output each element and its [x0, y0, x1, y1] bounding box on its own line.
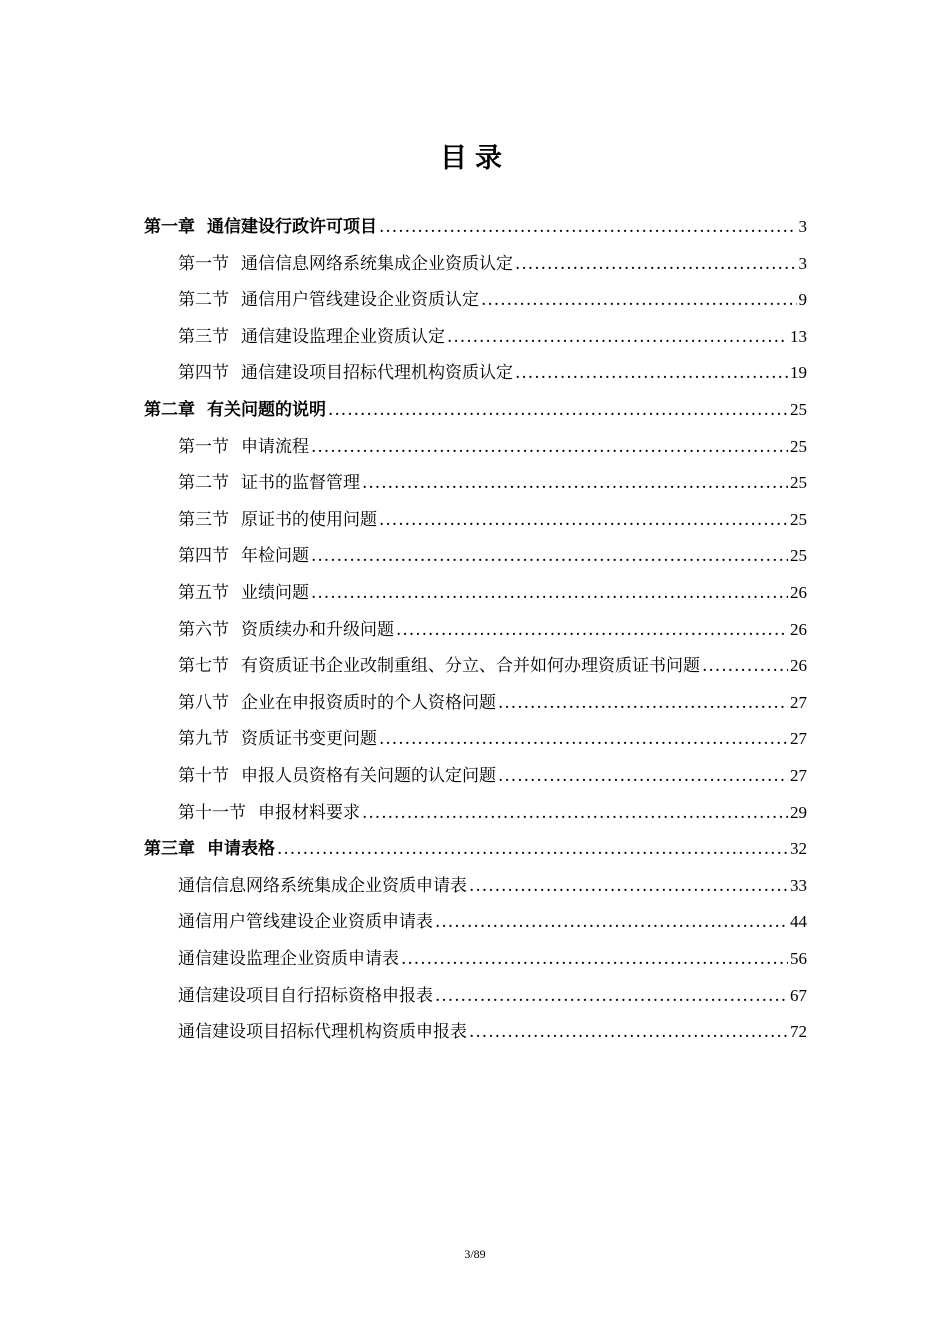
toc-entry-text: 通信建设行政许可项目 [207, 217, 377, 237]
dot-leader [401, 948, 788, 970]
toc-entry-label: 第二节 [178, 473, 229, 494]
toc-entry-text: 申报材料要求 [258, 802, 360, 823]
toc-entry-section[interactable] [178, 605, 807, 641]
dot-leader [379, 728, 788, 750]
toc-entry-text: 通信建设监理企业资质申请表 [178, 949, 399, 969]
toc-entry-label: 第四节 [178, 363, 229, 384]
toc-entry-label: 第二章 [144, 400, 195, 420]
toc-entry-section[interactable] [178, 275, 807, 311]
toc-entry-page: 27 [790, 729, 807, 749]
toc-entry-text: 年检问题 [241, 546, 309, 567]
toc-entry-label: 第四节 [178, 546, 229, 567]
toc-entry-form[interactable] [178, 897, 807, 933]
toc-entry-page: 25 [790, 400, 807, 419]
toc-entry-page: 27 [790, 766, 807, 785]
dot-leader [481, 289, 797, 311]
dot-leader [447, 326, 788, 348]
dot-leader [498, 692, 788, 714]
toc-entry-text: 证书的监督管理 [241, 473, 360, 494]
toc-entry-text: 企业在申报资质时的个人资格问题 [241, 692, 496, 713]
dot-leader [435, 985, 788, 1007]
toc-entry-label: 第十一节 [178, 802, 246, 823]
toc-entry-text: 通信信息网络系统集成企业资质认定 [241, 253, 513, 274]
toc-entry-page: 33 [790, 875, 807, 895]
toc-entry-text: 原证书的使用问题 [241, 509, 377, 530]
toc-entry-section[interactable] [178, 458, 807, 494]
toc-entry-text: 申请流程 [241, 436, 309, 457]
toc-entry-label: 第一章 [144, 217, 195, 237]
toc-entry-label: 第七节 [178, 656, 229, 677]
toc-entry-section[interactable] [178, 531, 807, 567]
toc-entry-section[interactable] [178, 422, 807, 458]
dot-leader [277, 838, 788, 860]
toc-entry-label: 第三节 [178, 509, 229, 530]
toc-entry-label: 第十节 [178, 766, 229, 786]
toc-entry-form[interactable] [178, 861, 807, 897]
toc-entry-text: 通信信息网络系统集成企业资质申请表 [178, 875, 467, 896]
toc-entry-label: 第九节 [178, 729, 229, 750]
toc-entry-text: 通信建设项目招标代理机构资质认定 [241, 363, 513, 384]
toc-entry-section[interactable] [178, 495, 807, 531]
toc-entry-section[interactable] [178, 751, 807, 787]
toc-entry-text: 通信用户管线建设企业资质认定 [241, 290, 479, 311]
toc-entry-section[interactable] [178, 348, 807, 384]
toc-entry-section[interactable] [178, 568, 807, 604]
toc-entry-page: 25 [790, 436, 807, 456]
toc-entry-section[interactable] [178, 678, 807, 714]
toc-entry-page: 26 [790, 619, 807, 639]
toc-entry-label: 第三章 [144, 839, 195, 860]
toc-title: 目录 [440, 143, 510, 174]
toc-entry-page: 44 [790, 912, 807, 932]
toc-entry-chapter-1[interactable] [144, 202, 807, 238]
toc-entry-text: 资质续办和升级问题 [241, 619, 394, 640]
toc-entry-label: 第二节 [178, 290, 229, 311]
toc-entry-label: 第三节 [178, 326, 229, 347]
toc-entry-chapter-2[interactable] [144, 385, 807, 421]
toc-entry-text: 申报人员资格有关问题的认定问题 [241, 766, 496, 786]
toc-entry-label: 第一节 [178, 253, 229, 274]
toc-entry-form[interactable] [178, 934, 807, 970]
toc-entry-page: 56 [790, 949, 807, 968]
toc-entry-label: 第六节 [178, 619, 229, 640]
dot-leader [311, 436, 788, 458]
toc-entry-page: 13 [790, 326, 807, 346]
toc-entry-page: 19 [790, 363, 807, 383]
dot-leader [379, 509, 788, 531]
toc-entry-page: 67 [790, 985, 807, 1005]
toc-entry-label: 第八节 [178, 692, 229, 713]
toc-entry-text: 有关问题的说明 [207, 400, 326, 420]
dot-leader [379, 216, 797, 238]
dot-leader [515, 253, 797, 275]
toc-entry-section[interactable] [178, 312, 807, 348]
dot-leader [469, 875, 788, 897]
dot-leader [515, 362, 788, 384]
toc-entry-page: 9 [798, 290, 807, 310]
dot-leader [362, 472, 788, 494]
toc-entry-text: 通信用户管线建设企业资质申请表 [178, 912, 433, 933]
toc-entry-label: 第五节 [178, 583, 229, 603]
dot-leader [469, 1021, 788, 1043]
toc-entry-page: 72 [790, 1022, 807, 1042]
toc-entry-page: 27 [790, 692, 807, 712]
dot-leader [498, 765, 788, 787]
toc-entry-form[interactable] [178, 1007, 807, 1043]
toc-entry-form[interactable] [178, 971, 807, 1007]
toc-entry-chapter-3[interactable] [144, 824, 807, 860]
toc-entry-page: 26 [790, 656, 807, 676]
toc-entry-page: 32 [790, 839, 807, 859]
dot-leader [396, 619, 788, 641]
toc-entry-text: 通信建设项目自行招标资格申报表 [178, 985, 433, 1006]
dot-leader [328, 399, 788, 421]
toc-entry-text: 申请表格 [207, 839, 275, 860]
toc-entry-text: 有资质证书企业改制重组、分立、合并如何办理资质证书问题 [241, 656, 700, 677]
dot-leader [362, 802, 788, 824]
toc-entry-page: 25 [790, 473, 807, 493]
dot-leader [311, 582, 788, 604]
toc-entry-page: 25 [790, 509, 807, 529]
toc-entry-text: 资质证书变更问题 [241, 729, 377, 750]
toc-entry-page: 26 [790, 583, 807, 602]
dot-leader [435, 911, 788, 933]
toc-entry-page: 29 [790, 802, 807, 822]
toc-entry-section[interactable] [178, 788, 807, 824]
toc-entry-text: 业绩问题 [241, 583, 309, 603]
page-number: 3/89 [464, 1247, 486, 1261]
toc-entry-page: 3 [798, 217, 807, 236]
toc-entry-page: 3 [798, 253, 807, 273]
toc-entry-section[interactable] [178, 714, 807, 750]
toc-entry-text: 通信建设项目招标代理机构资质申报表 [178, 1022, 467, 1043]
toc-entry-section[interactable] [178, 641, 807, 677]
toc-entry-page: 25 [790, 546, 807, 566]
toc-entry-label: 第一节 [178, 436, 229, 457]
dot-leader [311, 545, 788, 567]
toc-entry-section[interactable] [178, 239, 807, 275]
toc-entry-text: 通信建设监理企业资质认定 [241, 326, 445, 347]
dot-leader [702, 655, 788, 677]
